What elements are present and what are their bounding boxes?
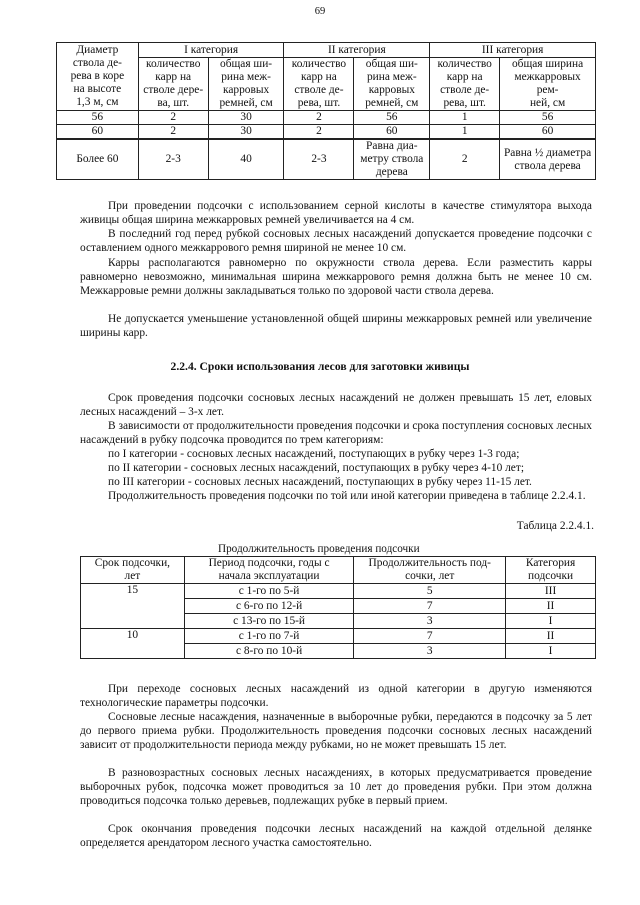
header-duration: Продолжительность под- сочки, лет bbox=[354, 557, 506, 584]
table-label: Таблица 2.2.4.1. bbox=[516, 520, 594, 532]
paragraph: В зависимости от продолжительности проведения подсочки и срока поступления сосновых лесных насаждений в рубку подсочка проводится по трем категориям: bbox=[80, 420, 592, 446]
section-title: 2.2.4. Сроки использования лесов для заготовки живицы bbox=[170, 360, 470, 373]
paragraph: Срок окончания проведения подсочки лесных насаждений на каждой отдельной делянке определяется арендатором лесного участка самостоятельно. bbox=[80, 823, 592, 849]
table-row: с 8-го по 10-й 3 I bbox=[81, 644, 596, 659]
header-category-3: III категория bbox=[430, 43, 596, 58]
header-diameter: Диаметр ствола де- рева в коре на высоте 1,3 м, см bbox=[57, 43, 139, 111]
paragraph: Не допускается уменьшение установленной общей ширины межкарровых ремней или увеличение ширины карр. bbox=[80, 313, 592, 339]
list-item: по I категории - сосновых лесных насаждений, поступающих в рубку через 1-3 года; bbox=[108, 448, 520, 460]
tapping-duration-table bbox=[80, 556, 596, 659]
page-number: 69 bbox=[314, 6, 326, 17]
paragraph: Продолжительность проведения подсочки по той или иной категории приведена в таблице 2.2.4.1. bbox=[108, 490, 586, 502]
list-item: по II категории - сосновых лесных насаждений, поступающих в рубку через 4-10 лет; bbox=[108, 462, 525, 474]
paragraph: Срок проведения подсочки сосновых лесных насаждений не должен превышать 15 лет, еловых лесных насаждений – 3-х лет. bbox=[80, 392, 592, 418]
paragraph: При переходе сосновых лесных насаждений из одной категории в другую изменяются технологические параметры подсочки. bbox=[80, 683, 592, 709]
header-term: Срок подсочки, лет bbox=[81, 557, 185, 584]
paragraph: Сосновые лесные насаждения, назначенные в выборочные рубки, передаются в подсочку за 5 лет до первого приема рубки. Продолжительность проведения подсочки сосновых лесных насаждений зависит от продолжительности периода между рубками, но не может превышать 15 лет. bbox=[80, 711, 592, 751]
paragraph: В последний год перед рубкой сосновых лесных насаждений допускается проведение подсочки с оставлением одного межкаррового ремня шириной не менее 10 см. bbox=[80, 228, 592, 254]
table-row: с 6-го по 12-й 7 II bbox=[81, 599, 596, 614]
subheader-count-2: количество карр на стволе де- рева, шт. bbox=[284, 58, 354, 111]
paragraph: Карры располагаются равномерно по окружности ствола дерева. Если разместить карры равномерно невозможно, минимальная ширина межкаррового ремня должна быть не менее 10 см. Межкарровые ремни должны закладываться только по здоровой части ствола дерева. bbox=[80, 257, 592, 297]
subheader-count-1: количество карр на стволе дере- ва, шт. bbox=[138, 58, 208, 111]
header-category-2: II категория bbox=[284, 43, 430, 58]
paragraph: При проведении подсочки с использованием серной кислоты в качестве стимулятора выхода живицы общая ширина межкарровых ремней увеличивается на 4 см. bbox=[80, 200, 592, 226]
paragraph: В разновозрастных сосновых лесных насаждениях, в которых предусматривается проведение выборочных рубок, подсочка может проводиться за 10 лет до проведения рубки. При этом должна проводиться подсочка только деревьев, подлежащих рубке в первый прием. bbox=[80, 767, 592, 807]
header-period: Период подсочки, годы с начала эксплуатации bbox=[184, 557, 354, 584]
resin-tapping-width-table bbox=[56, 42, 596, 180]
table-row: 15 с 1-го по 5-й 5 III bbox=[81, 584, 596, 599]
subheader-width-3: общая ширина межкарровых рем- ней, см bbox=[500, 58, 596, 111]
table-caption: Продолжительность проведения подсочки bbox=[218, 543, 420, 555]
table-row: с 13-го по 15-й 3 I bbox=[81, 614, 596, 629]
header-category-1: I категория bbox=[138, 43, 284, 58]
subheader-width-2: общая ши- рина меж- карровых ремней, см bbox=[354, 58, 430, 111]
subheader-width-1: общая ши- рина меж- карровых ремней, см bbox=[208, 58, 284, 111]
subheader-count-3: количество карр на стволе де- рева, шт. bbox=[430, 58, 500, 111]
header-category: Категория подсочки bbox=[506, 557, 596, 584]
table-row: 60 2 30 2 60 1 60 bbox=[57, 125, 596, 140]
list-item: по III категории - сосновых лесных насаждений, поступающих в рубку через 11-15 лет. bbox=[108, 476, 532, 488]
table-row: 10 с 1-го по 7-й 7 II bbox=[81, 629, 596, 644]
table-row: Более 60 2-3 40 2-3 Равна диа- метру ствола дерева 2 Равна ½ диаметра ствола дерева bbox=[57, 139, 596, 180]
table-row: 56 2 30 2 56 1 56 bbox=[57, 111, 596, 125]
